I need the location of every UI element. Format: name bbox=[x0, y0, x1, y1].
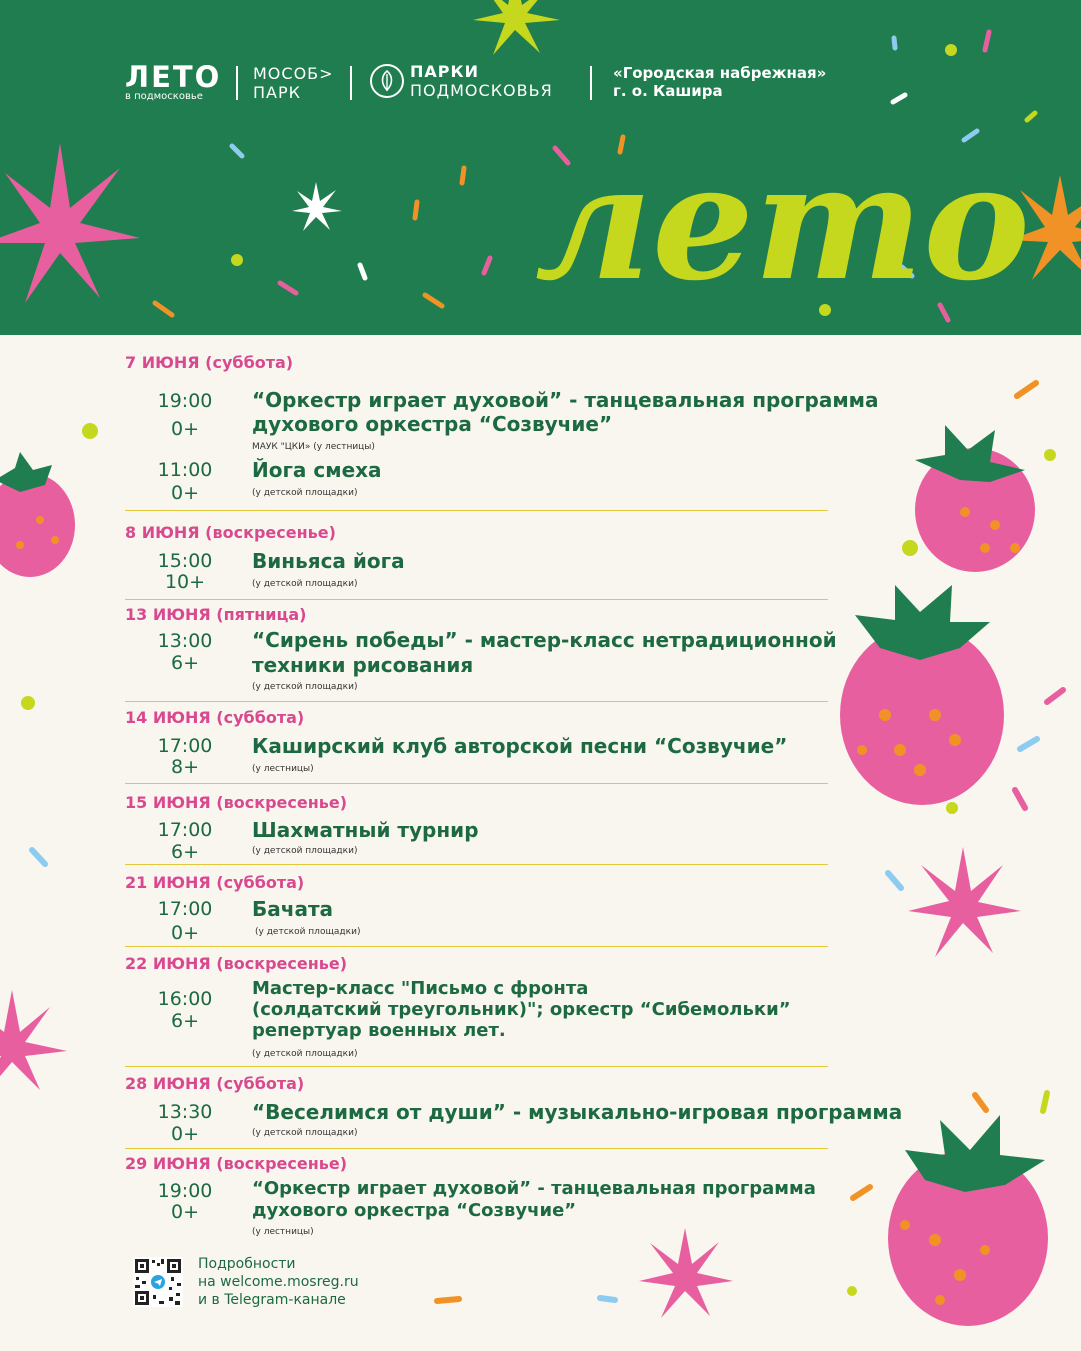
event-title: техники рисования bbox=[252, 653, 474, 677]
divider bbox=[125, 783, 828, 784]
date-heading bbox=[125, 605, 306, 624]
date-label: 8 ИЮНЯ bbox=[125, 523, 200, 542]
leto-logo-subtitle: в подмосковье bbox=[125, 91, 203, 102]
event-title: Шахматный турнир bbox=[252, 818, 479, 842]
date-heading bbox=[125, 793, 347, 812]
event-location: (у детской площадки) bbox=[252, 579, 358, 589]
venue-line2: г. о. Кашира bbox=[613, 82, 723, 100]
event-age: 8+ bbox=[170, 756, 199, 778]
date-label: 22 ИЮНЯ bbox=[125, 954, 211, 973]
parki-line2: ПОДМОСКОВЬЯ bbox=[410, 81, 553, 100]
date-heading bbox=[125, 1154, 347, 1173]
divider bbox=[125, 510, 828, 511]
event-age: 0+ bbox=[170, 922, 199, 944]
event-age: 0+ bbox=[170, 482, 199, 504]
event-title: Бачата bbox=[252, 897, 334, 921]
event-title: “Оркестр играет духовой” - танцевальная программа bbox=[252, 1178, 816, 1199]
footer-line1: Подробности bbox=[198, 1256, 296, 1272]
divider bbox=[125, 1148, 828, 1149]
date-label: 13 ИЮНЯ bbox=[125, 605, 211, 624]
weekday-label: (воскресенье) bbox=[205, 523, 336, 542]
divider bbox=[125, 1066, 828, 1067]
date-label: 29 ИЮНЯ bbox=[125, 1154, 211, 1173]
date-heading bbox=[125, 708, 304, 727]
event-age: 10+ bbox=[164, 571, 206, 593]
event-time: 19:00 bbox=[157, 1180, 213, 1202]
event-location: МАУК "ЦКИ» (у лестницы) bbox=[252, 442, 375, 452]
event-title: Мастер-класс "Письмо с фронта bbox=[252, 978, 589, 999]
weekday-label: (воскресенье) bbox=[216, 954, 348, 973]
event-age: 6+ bbox=[170, 1010, 199, 1032]
event-title: “Сирень победы” - мастер-класс нетрадиционной bbox=[252, 628, 837, 652]
date-label: 7 ИЮНЯ bbox=[125, 353, 200, 372]
event-time: 16:00 bbox=[157, 988, 213, 1010]
date-heading bbox=[125, 1074, 304, 1093]
event-title: “Веселимся от души” - музыкально-игровая программа bbox=[252, 1100, 903, 1124]
leto-title-text: лето bbox=[535, 128, 1030, 316]
weekday-label: (суббота) bbox=[216, 708, 305, 727]
date-label: 14 ИЮНЯ bbox=[125, 708, 211, 727]
event-location: (у детской площадки) bbox=[255, 927, 361, 937]
weekday-label: (пятница) bbox=[216, 605, 307, 624]
mosobpark-line2: ПАРК bbox=[253, 83, 301, 102]
date-heading bbox=[125, 954, 347, 973]
parki-line1: ПАРКИ bbox=[410, 62, 479, 81]
event-location: (у лестницы) bbox=[252, 764, 314, 774]
event-location: (у детской площадки) bbox=[252, 488, 358, 498]
event-location: (у детской площадки) bbox=[252, 1128, 358, 1138]
date-label: 28 ИЮНЯ bbox=[125, 1074, 211, 1093]
footer-website-link[interactable]: на welcome.mosreg.ru bbox=[198, 1274, 359, 1290]
event-age: 0+ bbox=[170, 418, 199, 440]
venue-line1: «Городская набрежная» bbox=[613, 64, 827, 82]
divider bbox=[125, 864, 828, 865]
footer-telegram-text[interactable]: и в Telegram-канале bbox=[198, 1292, 346, 1308]
event-location: (у детской площадки) bbox=[252, 846, 358, 856]
event-title: (солдатский треугольник)"; оркестр “Сибемольки” bbox=[252, 999, 791, 1020]
event-time: 17:00 bbox=[157, 898, 213, 920]
event-time: 19:00 bbox=[157, 390, 213, 412]
event-location: (у детской площадки) bbox=[252, 1049, 358, 1059]
event-time: 13:00 bbox=[157, 630, 213, 652]
event-time: 13:30 bbox=[157, 1101, 213, 1123]
event-time: 17:00 bbox=[157, 819, 213, 841]
event-age: 6+ bbox=[170, 652, 199, 674]
event-title: духового оркестра “Созвучие” bbox=[252, 412, 613, 436]
event-time: 17:00 bbox=[157, 735, 213, 757]
weekday-label: (суббота) bbox=[205, 353, 294, 372]
qr-code-icon[interactable] bbox=[133, 1257, 183, 1307]
weekday-label: (суббота) bbox=[216, 1074, 305, 1093]
mosobpark-line1: МОСОБ> bbox=[253, 64, 334, 83]
date-heading bbox=[125, 353, 293, 372]
divider bbox=[125, 599, 828, 600]
divider bbox=[125, 946, 828, 947]
event-age: 6+ bbox=[170, 841, 199, 863]
divider bbox=[125, 701, 828, 702]
event-age: 0+ bbox=[170, 1123, 199, 1145]
weekday-label: (воскресенье) bbox=[216, 1154, 348, 1173]
event-title: Йога смеха bbox=[252, 458, 382, 482]
footer-info bbox=[198, 1255, 359, 1309]
date-heading bbox=[125, 873, 304, 892]
event-title: Каширский клуб авторской песни “Созвучие” bbox=[252, 734, 788, 758]
date-label: 21 ИЮНЯ bbox=[125, 873, 211, 892]
date-label: 15 ИЮНЯ bbox=[125, 793, 211, 812]
event-title: “Оркестр играет духовой” - танцевальная программа bbox=[252, 388, 879, 412]
event-location: (у детской площадки) bbox=[252, 682, 358, 692]
weekday-label: (воскресенье) bbox=[216, 793, 348, 812]
event-time: 15:00 bbox=[157, 550, 213, 572]
event-title: духового оркестра “Созвучие” bbox=[252, 1200, 577, 1221]
event-location: (у лестницы) bbox=[252, 1227, 314, 1237]
event-time: 11:00 bbox=[157, 459, 213, 481]
event-title: репертуар военных лет. bbox=[252, 1020, 506, 1041]
date-heading bbox=[125, 523, 336, 542]
event-title: Виньяса йога bbox=[252, 549, 405, 573]
weekday-label: (суббота) bbox=[216, 873, 305, 892]
leto-logo-text: ЛЕТО bbox=[125, 60, 222, 94]
event-age: 0+ bbox=[170, 1201, 199, 1223]
